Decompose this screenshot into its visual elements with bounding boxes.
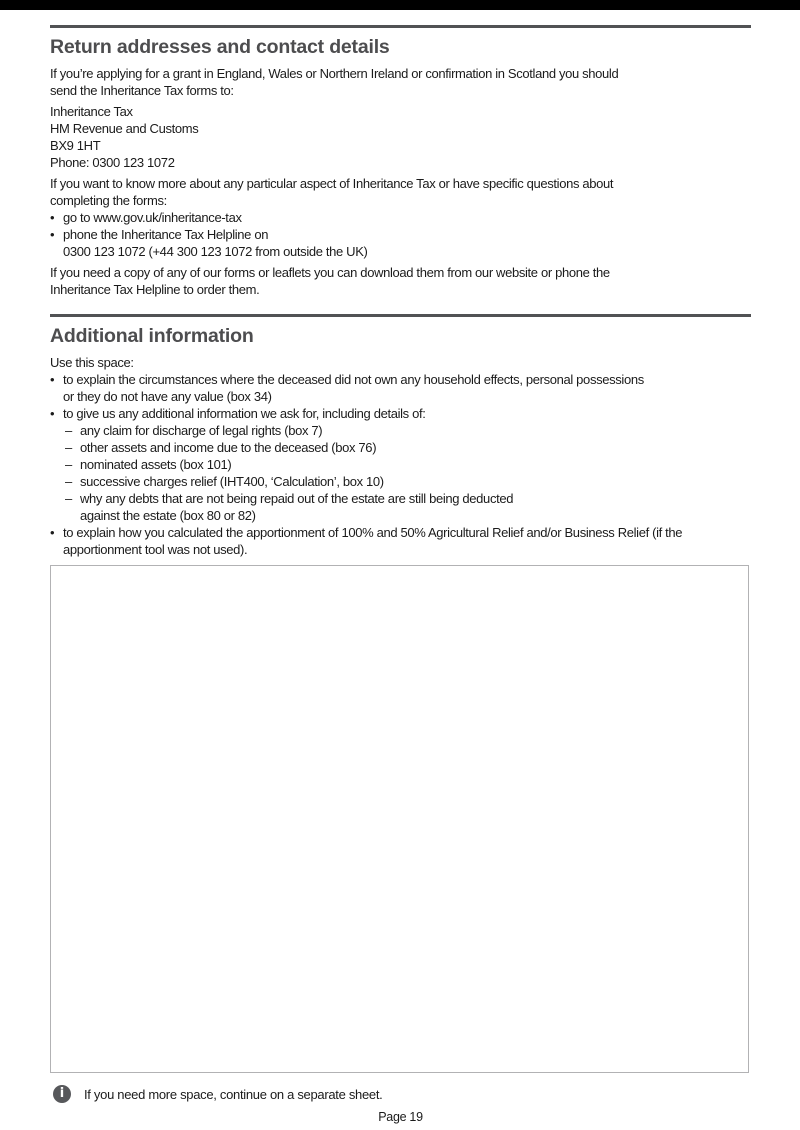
more-info-paragraph: [50, 175, 751, 209]
dash-text: any claim for discharge of legal rights (box 7): [80, 423, 323, 438]
dash-item-successive-charges: [50, 473, 751, 490]
page-top-bar: [0, 0, 800, 10]
page-number: Page 19: [378, 1110, 423, 1124]
bullet-line: or they do not have any value (box 34): [63, 389, 272, 404]
use-this-space-label: Use this space:: [50, 355, 134, 370]
bullet-line: 0300 123 1072 (+44 300 123 1072 from outside the UK): [63, 244, 368, 259]
address-line: Inheritance Tax: [50, 104, 133, 119]
section-additional-information: [50, 314, 751, 1073]
bullet-item-go-to: [50, 209, 751, 226]
dash-item-debts-not-repaid: [50, 490, 751, 524]
bullet-marker: •: [50, 525, 55, 540]
bullet-marker: •: [50, 227, 55, 242]
bullet-item-additional-details: [50, 405, 751, 422]
dash-item-legal-rights: [50, 422, 751, 439]
dash-text: nominated assets (box 101): [80, 457, 232, 472]
dash-marker: –: [65, 457, 73, 472]
website-url-text: go to www.gov.uk/inheritance-tax: [63, 210, 242, 225]
dash-text: successive charges relief (IHT400, ‘Calculation’, box 10): [80, 474, 384, 489]
bullet-line: to explain the circumstances where the deceased did not own any household effects, personal possessions: [63, 372, 644, 387]
more-space-note: If you need more space, continue on a separate sheet.: [84, 1087, 383, 1102]
phone-line: Phone: 0300 123 1072: [50, 155, 175, 170]
dash-marker: –: [65, 474, 73, 489]
bullet-text: [63, 405, 751, 422]
dash-marker: –: [65, 440, 73, 455]
paragraph-line: If you need a copy of any of our forms or leaflets you can download them from our website or phone the: [50, 265, 610, 280]
additional-information-box[interactable]: [50, 565, 749, 1073]
bullet-text: [63, 226, 751, 260]
dash-marker: –: [65, 423, 73, 438]
bullet-line: to give us any additional information we ask for, including details of:: [63, 406, 426, 421]
bullet-marker: •: [50, 372, 55, 387]
address-line: HM Revenue and Customs: [50, 121, 199, 136]
bullet-text: [63, 371, 751, 405]
bullet-item-apportionment: [50, 524, 751, 558]
form-page-content: [50, 25, 751, 1125]
paragraph-line: send the Inheritance Tax forms to:: [50, 83, 234, 98]
bullet-text: [63, 524, 751, 558]
section-title: Return addresses and contact details: [50, 36, 390, 58]
bullet-line: phone the Inheritance Tax Helpline on: [63, 227, 269, 242]
bullet-text: [63, 209, 751, 226]
dash-text: other assets and income due to the deceased (box 76): [80, 440, 377, 455]
bullet-line: apportionment tool was not used).: [63, 542, 248, 557]
paragraph-line: If you’re applying for a grant in England, Wales or Northern Ireland or confirmation in Scotland you should: [50, 66, 619, 81]
paragraph-line: If you want to know more about any particular aspect of Inheritance Tax or have specific questions about: [50, 176, 614, 191]
paragraph-line: Inheritance Tax Helpline to order them.: [50, 282, 260, 297]
paragraph-line: completing the forms:: [50, 193, 167, 208]
bullet-item-household-effects: [50, 371, 751, 405]
section-return-addresses: [50, 25, 751, 298]
bullet-marker: •: [50, 406, 55, 421]
more-space-note-row: [50, 1085, 751, 1104]
dash-text: why any debts that are not being repaid out of the estate are still being deducted against the estate (box 80 or 82): [80, 491, 514, 523]
address-line: BX9 1HT: [50, 138, 101, 153]
section-divider: [50, 314, 751, 317]
copies-paragraph: [50, 264, 751, 298]
intro-paragraph: [50, 65, 751, 99]
dash-marker: –: [65, 491, 73, 506]
dash-item-other-assets: [50, 439, 751, 456]
info-icon: i: [53, 1085, 71, 1103]
dash-item-nominated-assets: [50, 456, 751, 473]
bullet-marker: •: [50, 210, 55, 225]
return-address-block: [50, 103, 751, 171]
section-divider: [50, 25, 751, 28]
bullet-line: to explain how you calculated the apportionment of 100% and 50% Agricultural Relief and/or Business Relief (if the: [63, 525, 683, 540]
bullet-item-phone-helpline: [50, 226, 751, 260]
section-title: Additional information: [50, 325, 254, 347]
